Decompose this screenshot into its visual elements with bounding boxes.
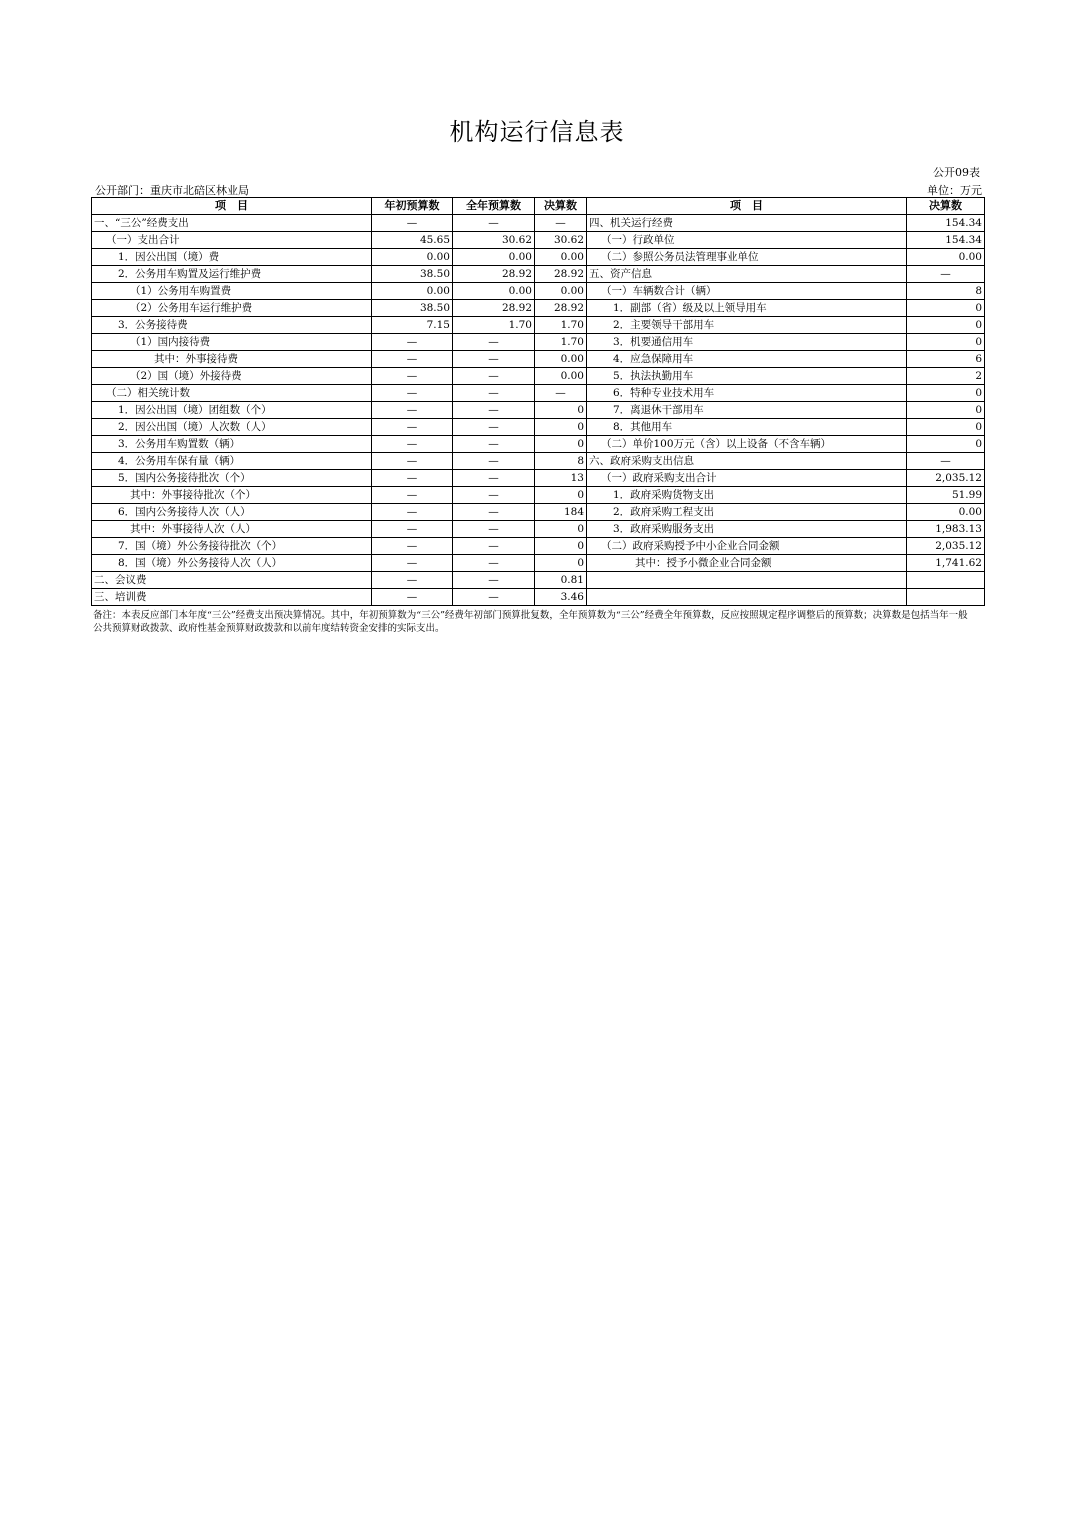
annual-budget-cell: — <box>453 487 535 504</box>
left-item-label: 2．公务用车购置及运行维护费 <box>92 266 372 283</box>
annual-budget-cell: — <box>453 555 535 572</box>
left-item-label: 6．国内公务接待人次（人） <box>92 504 372 521</box>
initial-budget-cell: — <box>372 436 453 453</box>
right-final-account-cell: 154.34 <box>907 232 985 249</box>
annual-budget-cell: — <box>453 470 535 487</box>
right-item-label: 6．特种专业技术用车 <box>587 385 907 402</box>
final-account-cell: 1.70 <box>535 334 587 351</box>
table-row <box>92 555 985 572</box>
initial-budget-cell: — <box>372 351 453 368</box>
table-row <box>92 453 985 470</box>
final-account-cell: — <box>535 215 587 232</box>
left-item-label: 一、“三公”经费支出 <box>92 215 372 232</box>
left-item-label: 三、培训费 <box>92 589 372 606</box>
right-item-label: 五、资产信息 <box>587 266 907 283</box>
right-final-account-cell: 51.99 <box>907 487 985 504</box>
left-item-label: （二）相关统计数 <box>92 385 372 402</box>
annual-budget-cell: — <box>453 419 535 436</box>
initial-budget-cell: — <box>372 402 453 419</box>
left-item-label: （2）国（境）外接待费 <box>92 368 372 385</box>
table-row <box>92 419 985 436</box>
right-item-label: （一）行政单位 <box>587 232 907 249</box>
right-item-label: （二）参照公务员法管理事业单位 <box>587 249 907 266</box>
annual-budget-cell: 0.00 <box>453 283 535 300</box>
final-account-cell: 184 <box>535 504 587 521</box>
header-right-item: 项 目 <box>587 198 907 215</box>
right-item-label: 3．政府采购服务支出 <box>587 521 907 538</box>
left-item-label: 其中：外事接待人次（人） <box>92 521 372 538</box>
annual-budget-cell: — <box>453 572 535 589</box>
initial-budget-cell: 0.00 <box>372 249 453 266</box>
annual-budget-cell: 28.92 <box>453 266 535 283</box>
right-item-label <box>587 572 907 589</box>
annual-budget-cell: — <box>453 334 535 351</box>
initial-budget-cell: — <box>372 555 453 572</box>
initial-budget-cell: — <box>372 504 453 521</box>
right-final-account-cell: 0 <box>907 436 985 453</box>
final-account-cell: 0.00 <box>535 249 587 266</box>
right-final-account-cell: — <box>907 266 985 283</box>
annual-budget-cell: — <box>453 521 535 538</box>
initial-budget-cell: 0.00 <box>372 283 453 300</box>
final-account-cell: 0 <box>535 402 587 419</box>
final-account-cell: 0.00 <box>535 368 587 385</box>
left-item-label: 二、会议费 <box>92 572 372 589</box>
table-row <box>92 504 985 521</box>
table-row <box>92 368 985 385</box>
right-item-label: 4．应急保障用车 <box>587 351 907 368</box>
department-label: 公开部门：重庆市北碚区林业局 <box>95 184 249 197</box>
right-item-label: 1．副部（省）级及以上领导用车 <box>587 300 907 317</box>
table-row <box>92 266 985 283</box>
annual-budget-cell: 30.62 <box>453 232 535 249</box>
annual-budget-cell: — <box>453 436 535 453</box>
annual-budget-cell: — <box>453 504 535 521</box>
left-item-label: （1）公务用车购置费 <box>92 283 372 300</box>
initial-budget-cell: — <box>372 334 453 351</box>
right-item-label: （二）单价100万元（含）以上设备（不含车辆） <box>587 436 907 453</box>
final-account-cell: 0.00 <box>535 351 587 368</box>
left-item-label: 7．国（境）外公务接待批次（个） <box>92 538 372 555</box>
right-final-account-cell <box>907 589 985 606</box>
final-account-cell: 0 <box>535 436 587 453</box>
table-row <box>92 402 985 419</box>
final-account-cell: 28.92 <box>535 300 587 317</box>
right-final-account-cell: — <box>907 453 985 470</box>
unit-label: 单位：万元 <box>927 184 982 197</box>
table-row <box>92 385 985 402</box>
final-account-cell: 3.46 <box>535 589 587 606</box>
page-title: 机构运行信息表 <box>449 118 625 146</box>
annual-budget-cell: — <box>453 215 535 232</box>
annual-budget-cell: 0.00 <box>453 249 535 266</box>
right-final-account-cell: 0 <box>907 334 985 351</box>
initial-budget-cell: — <box>372 521 453 538</box>
right-item-label: 1．政府采购货物支出 <box>587 487 907 504</box>
right-item-label: （二）政府采购授予中小企业合同金额 <box>587 538 907 555</box>
right-final-account-cell: 1,741.62 <box>907 555 985 572</box>
initial-budget-cell: — <box>372 453 453 470</box>
right-final-account-cell: 0.00 <box>907 504 985 521</box>
annual-budget-cell: — <box>453 589 535 606</box>
table-row <box>92 589 985 606</box>
initial-budget-cell: — <box>372 589 453 606</box>
right-final-account-cell: 154.34 <box>907 215 985 232</box>
left-item-label: 8．国（境）外公务接待人次（人） <box>92 555 372 572</box>
left-item-label: 3．公务用车购置数（辆） <box>92 436 372 453</box>
left-item-label: （一）支出合计 <box>92 232 372 249</box>
right-item-label: 四、机关运行经费 <box>587 215 907 232</box>
right-item-label: （一）车辆数合计（辆） <box>587 283 907 300</box>
right-final-account-cell: 2 <box>907 368 985 385</box>
form-number: 公开09表 <box>933 166 980 179</box>
left-item-label: 4．公务用车保有量（辆） <box>92 453 372 470</box>
left-item-label: （2）公务用车运行维护费 <box>92 300 372 317</box>
table-row <box>92 487 985 504</box>
final-account-cell: 0.81 <box>535 572 587 589</box>
right-final-account-cell: 0.00 <box>907 249 985 266</box>
annual-budget-cell: — <box>453 368 535 385</box>
initial-budget-cell: — <box>372 470 453 487</box>
info-table <box>91 197 985 606</box>
left-item-label: 1．因公出国（境）费 <box>92 249 372 266</box>
table-row <box>92 232 985 249</box>
left-item-label: 2．因公出国（境）人次数（人） <box>92 419 372 436</box>
table-row <box>92 538 985 555</box>
final-account-cell: 28.92 <box>535 266 587 283</box>
header-left-item: 项 目 <box>92 198 372 215</box>
left-item-label: 3．公务接待费 <box>92 317 372 334</box>
initial-budget-cell: 7.15 <box>372 317 453 334</box>
right-final-account-cell: 1,983.13 <box>907 521 985 538</box>
annual-budget-cell: — <box>453 402 535 419</box>
footnote: 备注：本表反应部门本年度“三公”经费支出预决算情况。其中，年初预算数为“三公”经费年初部门预算批复数，全年预算数为“三公”经费全年预算数，反应按照规定程序调整后的预算数；决算数是包括当年一般公共预算财政拨款、政府性基金预算财政拨款和以前年度结转资金安排的实际支出。 <box>93 610 968 634</box>
final-account-cell: 0 <box>535 555 587 572</box>
right-final-account-cell: 0 <box>907 402 985 419</box>
table-row <box>92 317 985 334</box>
table-row <box>92 351 985 368</box>
table-row <box>92 300 985 317</box>
initial-budget-cell: — <box>372 487 453 504</box>
annual-budget-cell: 1.70 <box>453 317 535 334</box>
right-item-label: （一）政府采购支出合计 <box>587 470 907 487</box>
left-item-label: 其中：外事接待费 <box>92 351 372 368</box>
left-item-label: 5．国内公务接待批次（个） <box>92 470 372 487</box>
initial-budget-cell: — <box>372 538 453 555</box>
left-item-label: 1．因公出国（境）团组数（个） <box>92 402 372 419</box>
final-account-cell: 0 <box>535 521 587 538</box>
right-item-label: 2．政府采购工程支出 <box>587 504 907 521</box>
right-item-label: 3．机要通信用车 <box>587 334 907 351</box>
header-annual-budget: 全年预算数 <box>453 198 535 215</box>
final-account-cell: 0.00 <box>535 283 587 300</box>
annual-budget-cell: — <box>453 351 535 368</box>
initial-budget-cell: — <box>372 572 453 589</box>
right-item-label <box>587 589 907 606</box>
table-row <box>92 249 985 266</box>
table-row <box>92 521 985 538</box>
table-row <box>92 572 985 589</box>
initial-budget-cell: — <box>372 215 453 232</box>
final-account-cell: 8 <box>535 453 587 470</box>
right-final-account-cell: 0 <box>907 385 985 402</box>
left-item-label: （1）国内接待费 <box>92 334 372 351</box>
right-item-label: 六、政府采购支出信息 <box>587 453 907 470</box>
initial-budget-cell: 38.50 <box>372 300 453 317</box>
right-final-account-cell: 2,035.12 <box>907 470 985 487</box>
final-account-cell: 13 <box>535 470 587 487</box>
right-item-label: 2．主要领导干部用车 <box>587 317 907 334</box>
right-item-label: 其中：授予小微企业合同金额 <box>587 555 907 572</box>
right-item-label: 8．其他用车 <box>587 419 907 436</box>
right-final-account-cell: 8 <box>907 283 985 300</box>
right-final-account-cell: 0 <box>907 317 985 334</box>
final-account-cell: 0 <box>535 538 587 555</box>
initial-budget-cell: — <box>372 385 453 402</box>
initial-budget-cell: — <box>372 368 453 385</box>
table-header-row <box>92 198 985 215</box>
right-final-account-cell: 2,035.12 <box>907 538 985 555</box>
table-row <box>92 334 985 351</box>
right-item-label: 7．离退休干部用车 <box>587 402 907 419</box>
table-row <box>92 436 985 453</box>
table-row <box>92 470 985 487</box>
right-final-account-cell: 0 <box>907 300 985 317</box>
header-right-final-account: 决算数 <box>907 198 985 215</box>
final-account-cell: 0 <box>535 419 587 436</box>
right-final-account-cell: 6 <box>907 351 985 368</box>
left-item-label: 其中：外事接待批次（个） <box>92 487 372 504</box>
final-account-cell: 0 <box>535 487 587 504</box>
right-final-account-cell <box>907 572 985 589</box>
initial-budget-cell: 45.65 <box>372 232 453 249</box>
header-final-account: 决算数 <box>535 198 587 215</box>
final-account-cell: 30.62 <box>535 232 587 249</box>
table-row <box>92 283 985 300</box>
annual-budget-cell: — <box>453 453 535 470</box>
annual-budget-cell: — <box>453 385 535 402</box>
initial-budget-cell: — <box>372 419 453 436</box>
right-final-account-cell: 0 <box>907 419 985 436</box>
annual-budget-cell: — <box>453 538 535 555</box>
final-account-cell: 1.70 <box>535 317 587 334</box>
right-item-label: 5．执法执勤用车 <box>587 368 907 385</box>
table-row <box>92 215 985 232</box>
final-account-cell: — <box>535 385 587 402</box>
initial-budget-cell: 38.50 <box>372 266 453 283</box>
header-initial-budget: 年初预算数 <box>372 198 453 215</box>
annual-budget-cell: 28.92 <box>453 300 535 317</box>
